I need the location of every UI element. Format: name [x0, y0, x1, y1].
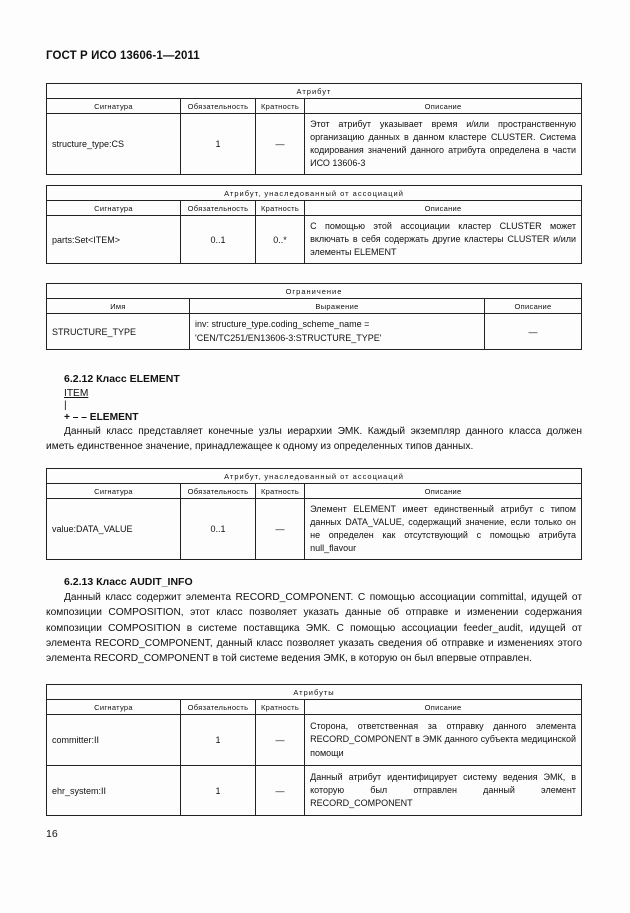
paragraph: Данный класс представляет конечные узлы иерархии ЭМК. Каждый экземпляр данного класса должен иметь единственное значение, принадлежащее к одному из определенных типов данных.: [46, 426, 582, 453]
multiplicity-cell: —: [256, 715, 305, 766]
column-header-description: Описание: [305, 484, 582, 499]
mandatory-cell: 1: [181, 766, 256, 816]
column-header-signature: Сигнатура: [47, 201, 181, 216]
multiplicity-cell: —: [256, 766, 305, 816]
signature-cell: parts:Set<ITEM>: [47, 216, 181, 264]
signature-cell: ehr_system:II: [47, 766, 181, 816]
parent-class-label: ITEM: [64, 388, 89, 399]
column-header-multiplicity: Кратность: [256, 700, 305, 715]
document-header: ГОСТ Р ИСО 13606-1—2011: [46, 50, 200, 62]
table-row: [47, 499, 582, 560]
column-header-multiplicity: Кратность: [256, 99, 305, 114]
multiplicity-cell: —: [256, 114, 305, 175]
column-header-mandatory: Обязательность: [181, 484, 256, 499]
table-caption: Атрибут, унаследованный от ассоциаций: [47, 469, 582, 484]
column-header-description: Описание: [305, 99, 582, 114]
column-header-name: Имя: [47, 299, 190, 314]
inherited-attribute-table: [46, 185, 582, 264]
column-header-description: Описание: [485, 299, 582, 314]
attribute-table: [46, 83, 582, 175]
column-header-signature: Сигнатура: [47, 99, 181, 114]
column-header-multiplicity: Кратность: [256, 484, 305, 499]
column-header-signature: Сигнатура: [47, 484, 181, 499]
attributes-table: [46, 684, 582, 816]
column-header-expression: Выражение: [190, 299, 485, 314]
table-row: [47, 114, 582, 175]
description-cell: Этот атрибут указывает время и/или пространственную организацию данных в данном кластере CLUSTER. Система кодирования значений данного атрибута определена в части ИСО 13606-3: [305, 114, 582, 175]
child-class-label: + – – ELEMENT: [64, 412, 139, 423]
paragraph: Данный класс содержит элемента RECORD_COMPONENT. С помощью ассоциации committal, идущей от композиции COMPOSITION, этот класс позволяет указать данные об отправке и изменении содержания композиции COMPOSITION в системе поставщика ЭМК. С помощью ассоциации feeder_audit, идущей от элемента RECORD_COMPONENT, данный класс позволяет указать сведения об отправке и изменениях этого элемента RECORD_COMPONENT в той системе ведения ЭМК, в которую он был впервые отправлен.: [46, 592, 582, 665]
mandatory-cell: 0..1: [181, 216, 256, 264]
mandatory-cell: 0..1: [181, 499, 256, 560]
hierarchy-connector: |: [64, 400, 67, 411]
signature-cell: committer:II: [47, 715, 181, 766]
column-header-mandatory: Обязательность: [181, 99, 256, 114]
constraint-table: [46, 283, 582, 350]
column-header-description: Описание: [305, 700, 582, 715]
column-header-signature: Сигнатура: [47, 700, 181, 715]
description-cell: Данный атрибут идентифицирует систему ведения ЭМК, в которую был отправлен данный элемент RECORD_COMPONENT: [305, 766, 582, 816]
signature-cell: structure_type:CS: [47, 114, 181, 175]
multiplicity-cell: 0..*: [256, 216, 305, 264]
column-header-multiplicity: Кратность: [256, 201, 305, 216]
section-title: 6.2.13 Класс AUDIT_INFO: [64, 576, 193, 588]
description-cell: —: [485, 314, 582, 350]
column-header-description: Описание: [305, 201, 582, 216]
expression-cell: [190, 314, 485, 350]
table-row: [47, 314, 582, 350]
expression-line: 'CEN/TC251/EN13606-3:STRUCTURE_TYPE': [195, 332, 382, 343]
table-caption: Ограничение: [47, 284, 582, 299]
inherited-attribute-table: [46, 468, 582, 560]
section-title: 6.2.12 Класс ELEMENT: [64, 373, 180, 385]
table-row: [47, 715, 582, 766]
mandatory-cell: 1: [181, 715, 256, 766]
table-caption: Атрибуты: [47, 685, 582, 700]
table-row: [47, 766, 582, 816]
column-header-mandatory: Обязательность: [181, 700, 256, 715]
description-cell: Элемент ELEMENT имеет единственный атрибут с типом данных DATA_VALUE, содержащий значение, если только он не определен как отсутствующий с помощью атрибута null_flavour: [305, 499, 582, 560]
description-cell: С помощью этой ассоциации кластер CLUSTER может включать в себя содержать другие кластеры CLUSTER и/или элементы ELEMENT: [305, 216, 582, 264]
description-cell: Сторона, ответственная за отправку данного элемента RECORD_COMPONENT в ЭМК данного субъекта медицинской помощи: [305, 715, 582, 766]
mandatory-cell: 1: [181, 114, 256, 175]
multiplicity-cell: —: [256, 499, 305, 560]
class-hierarchy: [64, 388, 138, 424]
constraint-name-cell: STRUCTURE_TYPE: [47, 314, 190, 350]
table-caption: Атрибут, унаследованный от ассоциаций: [47, 186, 582, 201]
column-header-mandatory: Обязательность: [181, 201, 256, 216]
page-number: 16: [46, 828, 58, 840]
table-row: [47, 216, 582, 264]
expression-line: inv: structure_type.coding_scheme_name =: [195, 319, 370, 330]
signature-cell: value:DATA_VALUE: [47, 499, 181, 560]
table-caption: Атрибут: [47, 84, 582, 99]
